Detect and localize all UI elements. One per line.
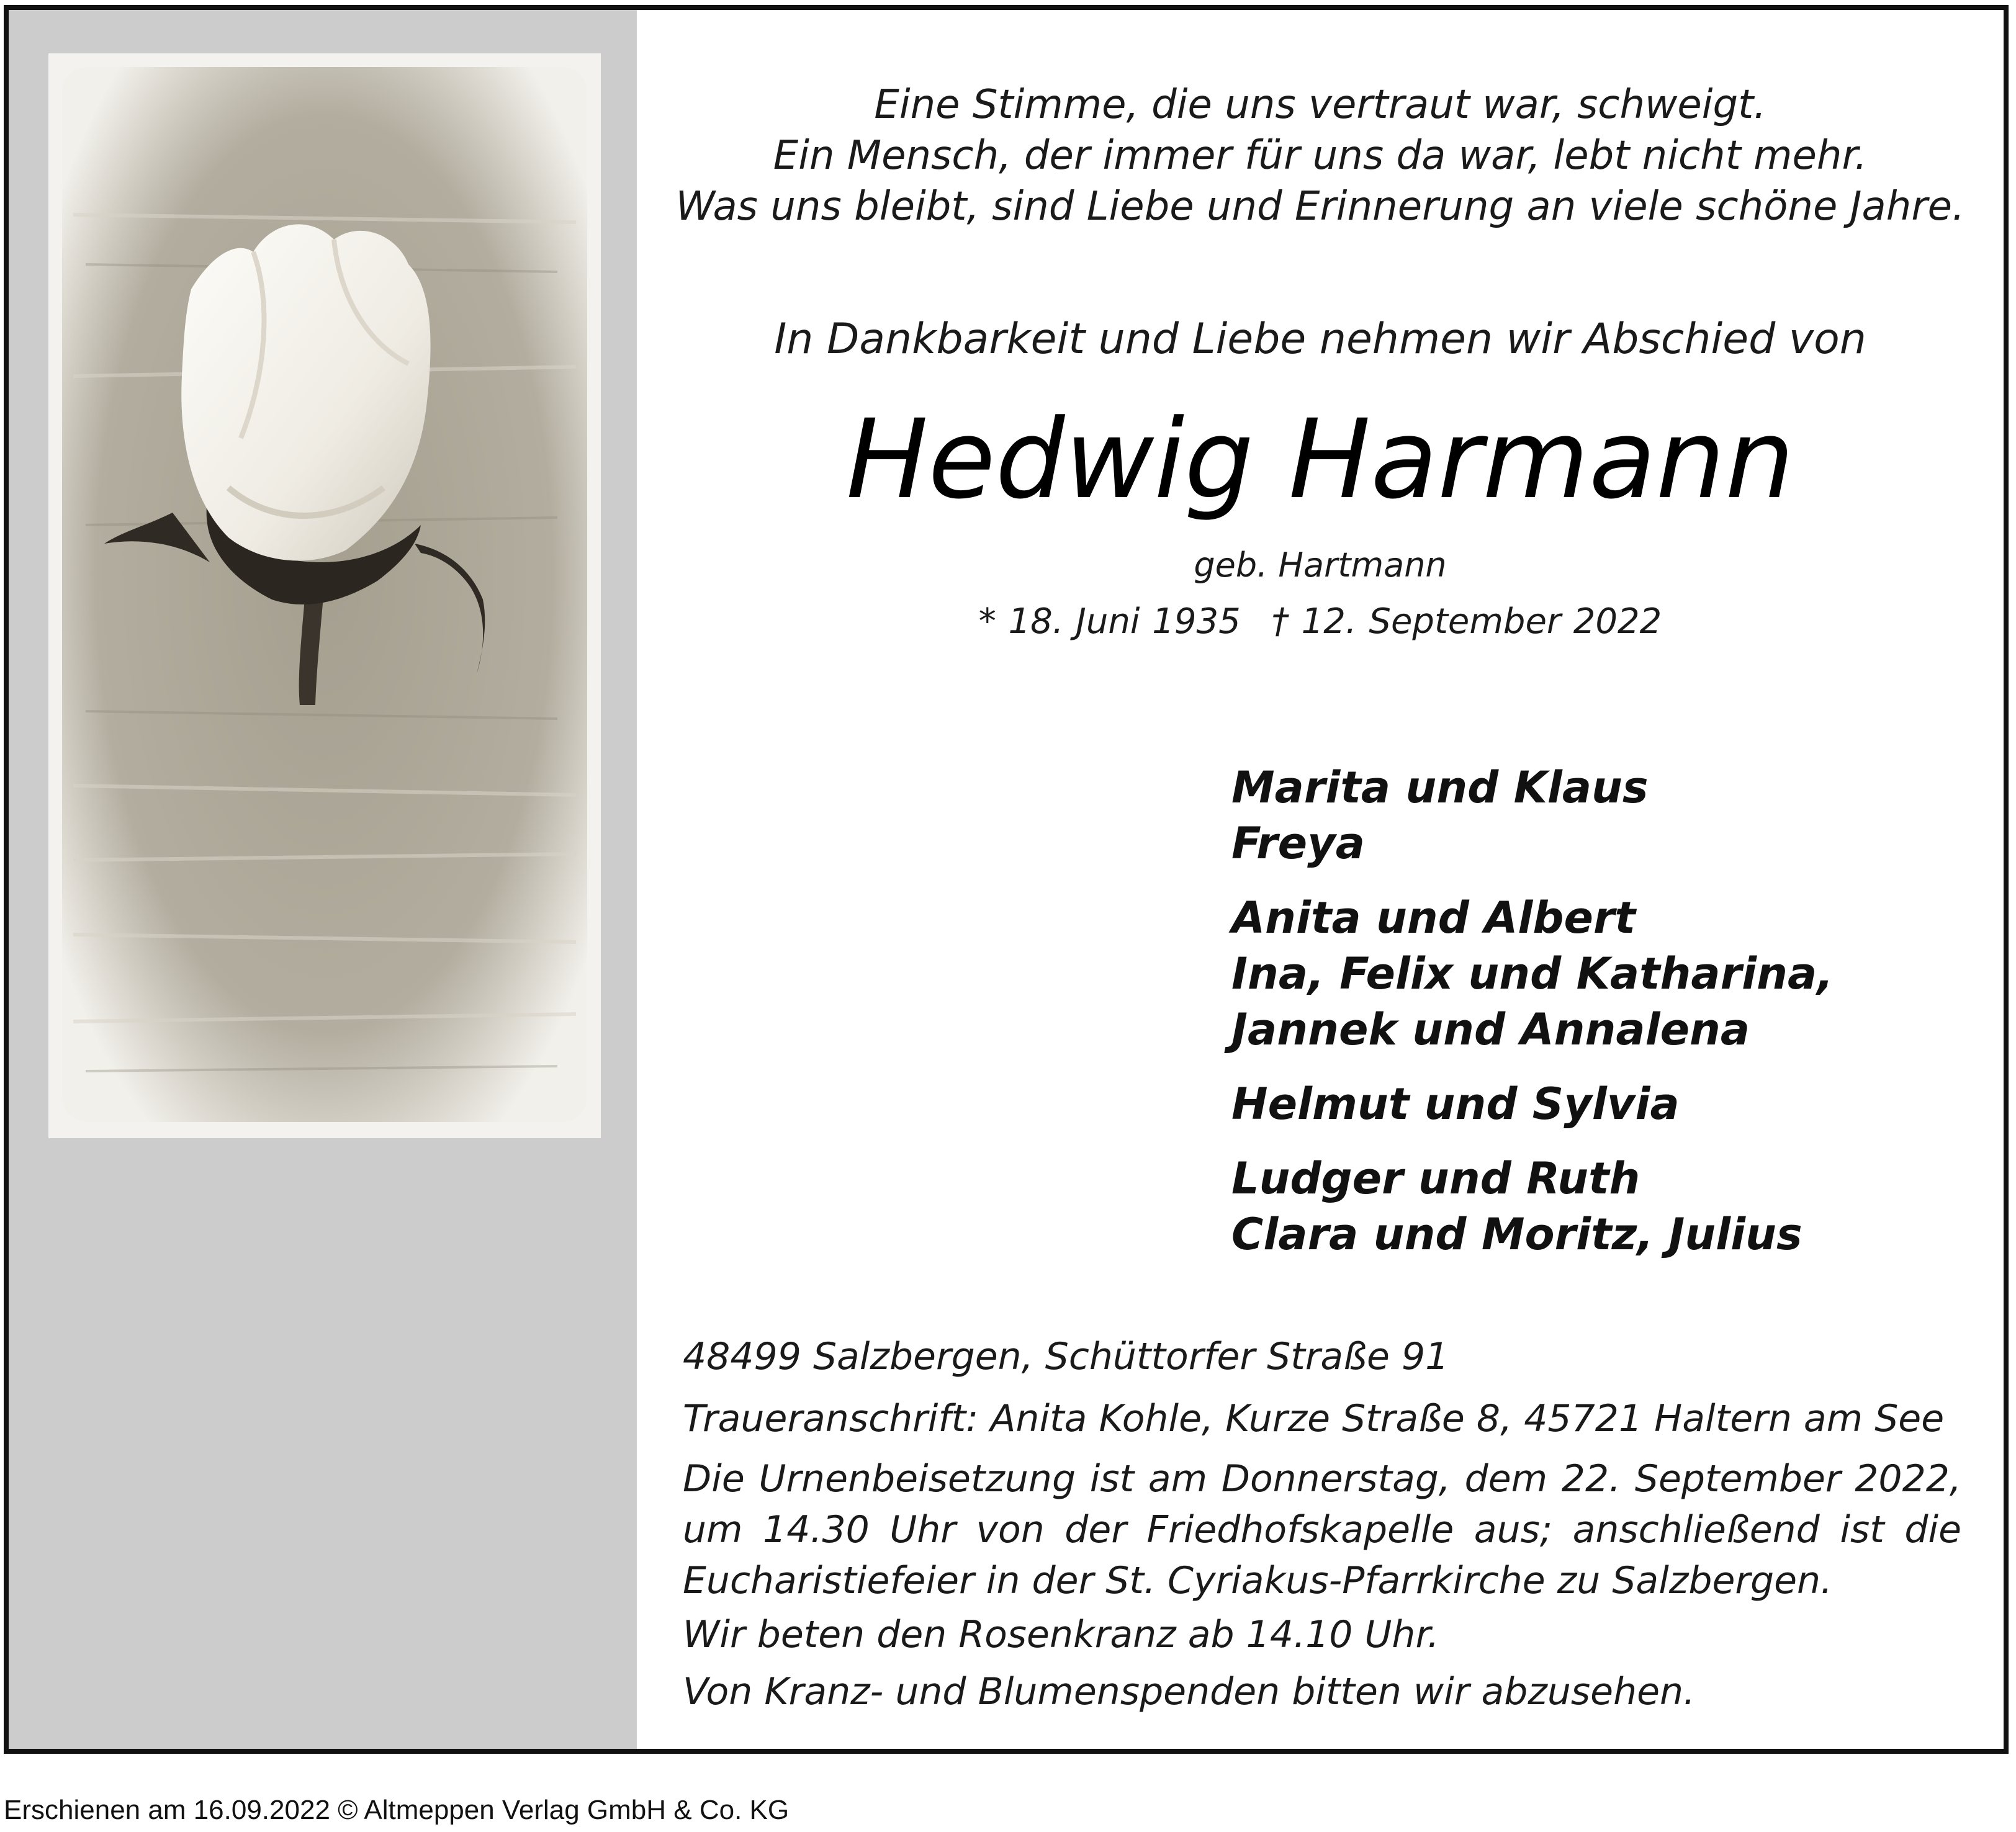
mourner-group [1231, 760, 1834, 871]
side-panel [9, 10, 637, 1749]
mourner-line: Freya [1231, 818, 1365, 869]
deceased-name: Hedwig Harmann [846, 396, 1794, 523]
rosary-info: Wir beten den Rosenkranz ab 14.10 Uhr. [683, 1613, 1439, 1656]
mourner-line: Ludger und Ruth [1231, 1153, 1640, 1204]
poem-line: Eine Stimme, die uns vertraut war, schweigt. [874, 82, 1766, 128]
obituary-notice [4, 5, 2009, 1754]
service-details [683, 1326, 1961, 1720]
mourner-line: Jannek und Annalena [1231, 1004, 1750, 1055]
notice-content [637, 10, 2004, 1749]
poem [637, 79, 2004, 232]
mourner-line: Clara und Moritz, Julius [1231, 1209, 1802, 1260]
mourning-address: Traueranschrift: Anita Kohle, Kurze Straße 8, 45721 Haltern am See [683, 1397, 1945, 1440]
mourner-group [1231, 890, 1834, 1057]
mourner-line: Marita und Klaus [1231, 762, 1649, 813]
mourner-line: Ina, Felix und Katharina, [1231, 948, 1834, 999]
death-date: † 12. September 2022 [1271, 601, 1662, 642]
funeral-info: Die Urnenbeisetzung ist am Donnerstag, dem 22. September 2022, um 14.30 Uhr von der Friedhofskapelle aus; anschließend ist die Eucharistiefeier in der St. Cyriakus-Pfarrkirche zu Salzbergen. [683, 1457, 1961, 1602]
mourner-line: Helmut und Sylvia [1231, 1079, 1680, 1129]
publication-credit: Erschienen am 16.09.2022 © Altmeppen Verlag GmbH & Co. KG [4, 1795, 790, 1825]
poem-line: Ein Mensch, der immer für uns da war, lebt nicht mehr. [773, 133, 1868, 179]
life-dates [637, 599, 2004, 644]
mourner-group [1231, 1076, 1834, 1132]
mourner-group [1231, 1151, 1834, 1262]
flowers-note: Von Kranz- und Blumenspenden bitten wir abzusehen. [683, 1670, 1696, 1713]
poem-line: Was uns bleibt, sind Liebe und Erinnerung an viele schöne Jahre. [675, 184, 1965, 230]
birth-name: geb. Hartmann [1194, 546, 1447, 585]
farewell-intro: In Dankbarkeit und Liebe nehmen wir Abschied von [774, 315, 1866, 364]
home-address: 48499 Salzbergen, Schüttorfer Straße 91 [683, 1335, 1449, 1378]
birth-date: * 18. Juni 1935 [978, 601, 1241, 642]
mourner-line: Anita und Albert [1231, 892, 1636, 943]
mourners-list [1231, 760, 1834, 1281]
white-rose-image [48, 53, 601, 1138]
